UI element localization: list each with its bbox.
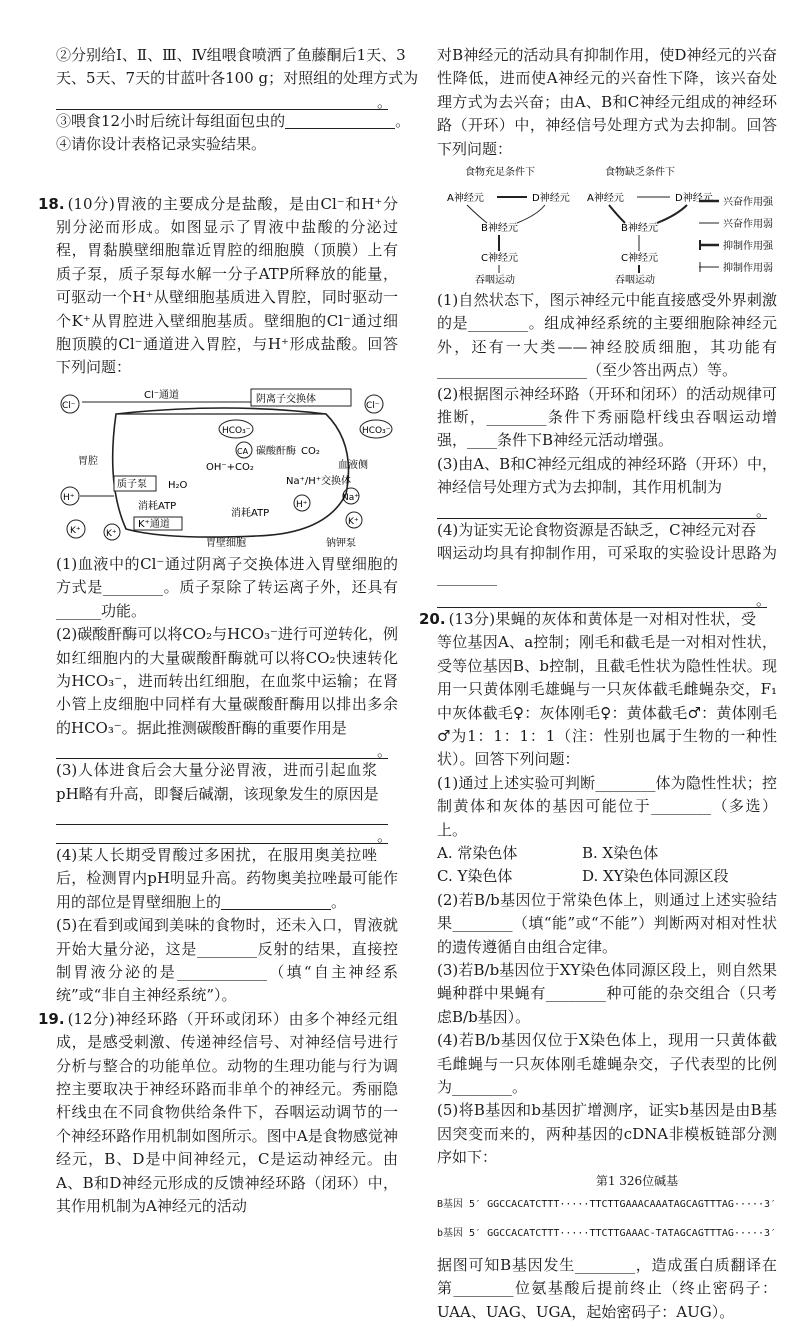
q18-part4: (4)某人长期受胃酸过多困扰，在服用奥美拉唑后，检测胃内pH明显升高。药物奥美拉唑最可能作用的部位是胃壁细胞上的 。 bbox=[56, 845, 398, 911]
q20-intro: 20. (13分)果蝇的灰体和黄体是一对相对性状，受等位基因A、a控制；刚毛和截毛是一对相对性状，受等位基因B、b控制，且截毛性状为隐性性状。现用一只黄体刚毛雄蝇与一只灰体截毛雌蝇杂交，F₁中灰体截毛♀：灰体刚毛♀：黄体截毛♂：黄体刚毛♂为1：1：1：1（注：性别也属于生物的一种性状）。回答下列问题： bbox=[419, 609, 777, 769]
q20-part5: (5)将B基因和b基因扩增测序，证实b基因是由B基因突变而来的，两种基因的cDNA非模板链部分测序如下： bbox=[437, 1101, 777, 1167]
answer-blank[interactable]: 。 bbox=[437, 500, 767, 519]
neuron-a-label: A神经元 bbox=[447, 193, 484, 205]
q20-part3: (3)若B/b基因位于XY染色体同源区段上，则自然果蝇种群中果蝇有________种可能的杂交组合（只考虑B/b基因）。 bbox=[437, 961, 777, 1026]
k-label-right: K⁺ bbox=[348, 516, 359, 527]
inhibit-line bbox=[467, 205, 487, 223]
na-label: Na⁺ bbox=[342, 492, 359, 503]
q19-part4: (4)为证实无论食物资源是否缺乏，C神经元对吞咽运动均具有抑制作用，可采取的实验设计思路为________ bbox=[437, 520, 777, 586]
neuron-c-label: C神经元 bbox=[481, 253, 518, 265]
seq-b: b基因 5′ GGCCACATCTTT·····TTCTTGAAAC-TATAGCAGTTTAG·····3′ bbox=[437, 1228, 777, 1240]
anion-exchanger-label: 阴离子交换体 bbox=[256, 393, 316, 405]
q18-part3: (3)人体进食后会大量分泌胃液，进而引起血浆pH略有升高，即餐后碱潮，该现象发生的原因是 bbox=[56, 761, 379, 803]
na-h-exchanger-label: Na⁺/H⁺交换体 bbox=[286, 475, 352, 487]
q18-part5: (5)在看到或闻到美味的食物时，还未入口，胃液就开始大量分泌，这是________反射的结果，直接控制胃液分泌的是____________（填“自主神经系统”或“非自主神经系统”）。 bbox=[56, 916, 398, 1005]
answer-blank[interactable] bbox=[285, 112, 395, 129]
question-number: 18. bbox=[38, 194, 65, 213]
condition-2-label: 食物缺乏条件下 bbox=[605, 167, 675, 179]
q18-part2: (2)碳酸酐酶可以将CO₂与HCO₃⁻进行可逆转化，例如红细胞内的大量碳酸酐酶就可以将CO₂快速转化为HCO₃⁻，进而转出红细胞，在血浆中运输；在肾小管上皮细胞中同样有大量碳酸酐酶用以排出多余的HCO₃⁻。据此推测碳酸酐酶的重要作用是 bbox=[56, 625, 398, 737]
q19-part1: (1)自然状态下，图示神经元中能直接感受外界刺激的是________。组成神经系统的主要细胞除神经元外，还有一大类——神经胶质细胞，其功能有____________________（至少答出两点）等。 bbox=[437, 291, 777, 380]
neuron-b-label-2: B神经元 bbox=[621, 223, 658, 235]
k-channel-label: K⁺通道 bbox=[138, 518, 170, 530]
q17-line-4: ④请你设计表格记录实验结果。 bbox=[56, 135, 267, 154]
legend-label: 兴奋作用弱 bbox=[723, 219, 773, 231]
option-c[interactable]: C. Y染色体 bbox=[437, 867, 513, 886]
option-a[interactable]: A. 常染色体 bbox=[437, 843, 518, 862]
h-label-right: H⁺ bbox=[296, 499, 308, 510]
q17-line-1: ②分别给Ⅰ、Ⅱ、Ⅲ、Ⅳ组喂食喷洒了鱼藤酮后1天、3 bbox=[56, 46, 406, 64]
hco3-label-blood: HCO₃⁻ bbox=[362, 425, 391, 436]
na-k-pump-label: 钠钾泵 bbox=[326, 537, 356, 549]
atp-label-1: 消耗ATP bbox=[138, 500, 177, 512]
hco3-label: HCO₃⁻ bbox=[222, 425, 251, 436]
q20-part2: (2)若B/b基因位于常染色体上，则通过上述实验结果________（填“能”或“不能”）判断两对相对性状的遗传遵循自由组合定律。 bbox=[437, 890, 777, 956]
q20-part1: (1)通过上述实验可判断________体为隐性性状；控制黄体和灰体的基因可能位于________（多选）上。 bbox=[437, 773, 777, 839]
parietal-cell-diagram bbox=[56, 384, 398, 549]
q19-part2: (2)根据图示神经环路（开环和闭环）的活动规律可推断，________条件下秀丽隐杆线虫吞咽运动增强，____条件下B神经元活动增强。 bbox=[437, 384, 777, 450]
answer-blank[interactable] bbox=[221, 893, 331, 910]
q20-part4: (4)若B/b基因仅位于X染色体上，现用一只黄体截毛雌蝇与一只灰体刚毛雄蝇杂交，子代表型的比例为________。 bbox=[437, 1031, 777, 1097]
q19-intro-cont: 对B神经元的活动具有抑制作用，使D神经元的兴奋性降低，进而使A神经元的兴奋性下降，该兴奋处理方式为去兴奋；由A、B和C神经元组成的神经环路（开环）中，神经信号处理方式为去抑制。回答下列问题： bbox=[437, 46, 777, 158]
option-b[interactable]: B. X染色体 bbox=[582, 843, 659, 862]
answer-blank[interactable] bbox=[56, 806, 388, 825]
neuron-d-label: D神经元 bbox=[532, 193, 570, 205]
neural-circuit-diagram bbox=[437, 165, 777, 285]
cell-label: 胃壁细胞 bbox=[206, 537, 246, 549]
atp-label-2: 消耗ATP bbox=[231, 507, 270, 519]
arrow-line bbox=[517, 205, 545, 223]
arrow-line bbox=[657, 205, 687, 223]
legend-label: 抑制作用强 bbox=[723, 241, 773, 253]
answer-blank[interactable]: 。 bbox=[437, 589, 767, 608]
q17-line-2: 天、5天、7天的甘蓝叶各100 g；对照组的处理方式为 bbox=[56, 69, 419, 88]
seq-position-label: 第1 326位碱基 bbox=[595, 1173, 679, 1188]
neuron-d-label-2: D神经元 bbox=[675, 193, 713, 205]
legend-label: 抑制作用弱 bbox=[723, 263, 773, 275]
q20-options-row1 bbox=[437, 842, 777, 865]
swallow-label-2: 吞咽运动 bbox=[615, 275, 655, 286]
h2o-label: H₂O bbox=[168, 479, 188, 491]
answer-blank[interactable]: 。 bbox=[56, 91, 388, 110]
q17-line-3: ③喂食12小时后统计每组面包虫的 。 bbox=[56, 111, 411, 130]
co2-label: CO₂ bbox=[301, 445, 320, 457]
question-number: 19. bbox=[38, 1009, 65, 1028]
condition-1-label: 食物充足条件下 bbox=[465, 167, 535, 179]
swallow-label: 吞咽运动 bbox=[475, 275, 515, 286]
q18-part1: (1)血液中的Cl⁻通过阴离子交换体进入胃壁细胞的方式是________。质子泵除了转运离子外，还具有______功能。 bbox=[56, 554, 398, 620]
inhibit-line bbox=[609, 205, 625, 223]
neuron-b-label: B神经元 bbox=[481, 223, 518, 235]
answer-blank[interactable]: 。 bbox=[56, 740, 388, 759]
ca-label: 碳酸酐酶 bbox=[256, 445, 296, 457]
k-label-2: K⁺ bbox=[106, 528, 117, 539]
option-d[interactable]: D. XY染色体同源区段 bbox=[582, 867, 729, 886]
legend-label: 兴奋作用强 bbox=[723, 197, 773, 209]
answer-blank[interactable]: 。 bbox=[56, 825, 388, 844]
seq-B: B基因 5′ GGCCACATCTTT·····TTCTTGAAACAAATAGCAGTTTAG·····3′ bbox=[437, 1199, 777, 1211]
q20-options-row2 bbox=[437, 865, 777, 888]
stomach-label: 胃腔 bbox=[78, 455, 98, 467]
neuron-a-label-2: A神经元 bbox=[587, 193, 624, 205]
question-number: 20. bbox=[419, 609, 446, 628]
left-column bbox=[38, 44, 419, 1218]
q20-part6: 据图可知B基因发生________，造成蛋白质翻译在第________位氨基酸后提前终止（终止密码子：UAA、UAG、UGA，起始密码子：AUG）。 bbox=[437, 1255, 777, 1321]
right-column bbox=[419, 44, 777, 1324]
cl-label: Cl⁻ bbox=[62, 400, 76, 411]
cl-label-blood: Cl⁻ bbox=[366, 400, 380, 411]
cl-channel-label: Cl⁻通道 bbox=[144, 389, 180, 401]
k-label: K⁺ bbox=[70, 525, 81, 536]
q19-part3: (3)由A、B和C神经元组成的神经环路（开环）中，神经信号处理方式为去抑制，其作用机制为 bbox=[437, 454, 777, 497]
h-label: H⁺ bbox=[63, 492, 75, 503]
ca-short-label: CA bbox=[237, 446, 249, 456]
neuron-c-label-2: C神经元 bbox=[621, 253, 658, 265]
q18-intro: 18. (10分)胃液的主要成分是盐酸，是由Cl⁻和H⁺分别分泌而形成。如图显示了胃液中盐酸的分泌过程，胃黏膜壁细胞靠近胃腔的细胞膜（顶膜）上有质子泵，质子泵每水解一分子ATP所释放的能量，可驱动一个H⁺从壁细胞基质进入胃腔，同时驱动一个K⁺从胃腔进入壁细胞基质。壁细胞的Cl⁻通过细胞顶膜的Cl⁻通道进入胃腔，与H⁺形成盐酸。回答下列问题： bbox=[38, 194, 398, 377]
q19-intro: 19. (12分)神经环路（开环或闭环）由多个神经元组成，是感受刺激、传递神经信号、对神经信号进行分析与整合的功能单位。动物的生理功能与行为调控主要取决于神经环路而非单个的神经元。秀丽隐杆线虫在不同食物供给条件下，吞咽运动调节的一个神经环路作用机制如图所示。图中A是食物感觉神经元，B、D是中间神经元，C是运动神经元。由A、B和D神经元形成的反馈神经环路（闭环）中，其作用机制为A神经元的活动 bbox=[38, 1009, 398, 1216]
reaction-label: OH⁻+CO₂ bbox=[206, 461, 254, 473]
blood-side-label: 血液侧 bbox=[338, 459, 368, 471]
proton-pump-label: 质子泵 bbox=[117, 478, 147, 490]
